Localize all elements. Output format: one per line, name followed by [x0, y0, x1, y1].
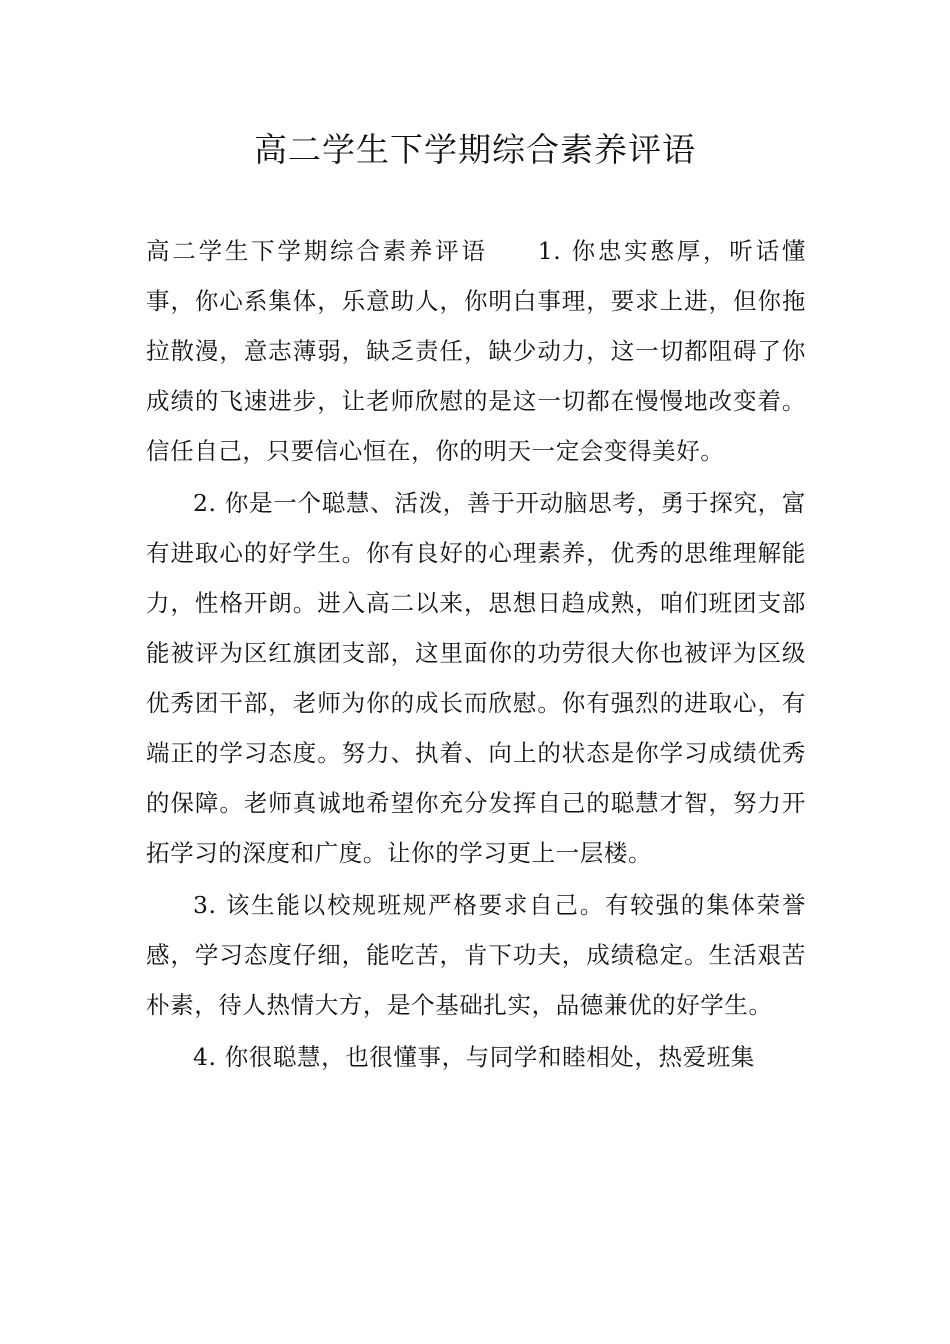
document-title: 高二学生下学期综合素养评语	[254, 130, 696, 169]
document-body	[146, 226, 806, 1084]
paragraph-2: 2. 你是一个聪慧、活泼，善于开动脑思考，勇于探究，富有进取心的好学生。你有良好的心理素养，优秀的思维理解能力，性格开朗。进入高二以来，思想日趋成熟，咱们班团支部能被评为区红旗团支部，这里面你的功劳很大你也被评为区级优秀团干部，老师为你的成长而欣慰。你有强烈的进取心，有端正的学习态度。努力、执着、向上的状态是你学习成绩优秀的保障。老师真诚地希望你充分发挥自己的聪慧才智，努力开拓学习的深度和广度。让你的学习更上一层楼。	[146, 489, 806, 867]
paragraph-1-text: 1. 你忠实憨厚，听话懂事，你心系集体，乐意助人，你明白事理，要求上进，但你拖拉散漫，意志薄弱，缺乏责任，缺少动力，这一切都阻碍了你成绩的飞速进步，让老师欣慰的是这一切都在慢慢地改变着。信任自己，只要信心恒在，你的明天一定会变得美好。	[146, 237, 806, 465]
paragraph-4: 4. 你很聪慧，也很懂事，与同学和睦相处，热爱班集	[193, 1043, 755, 1071]
paragraph-3: 3. 该生能以校规班规严格要求自己。有较强的集体荣誉感，学习态度仔细，能吃苦，肯下功夫，成绩稳定。生活艰苦朴素，待人热情大方，是个基础扎实，品德兼优的好学生。	[146, 891, 806, 1019]
paragraph-1	[146, 226, 806, 476]
intro-heading: 高二学生下学期综合素养评语	[146, 237, 488, 265]
